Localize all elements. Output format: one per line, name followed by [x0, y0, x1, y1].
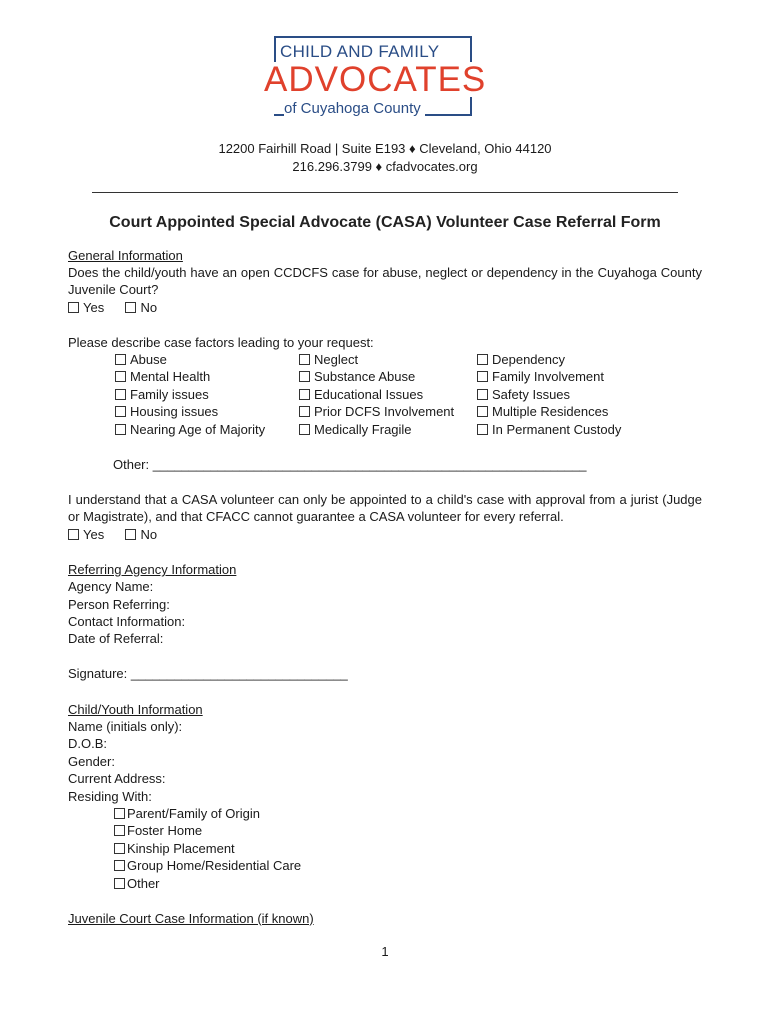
signature-field[interactable]: Signature: ______________________________	[68, 666, 348, 681]
factor-item[interactable]	[115, 386, 265, 403]
child-address-field[interactable]: Current Address:	[68, 771, 166, 786]
factor-label: Nearing Age of Majority	[130, 421, 266, 437]
factor-item[interactable]	[477, 386, 621, 403]
factor-item[interactable]	[299, 351, 454, 368]
understand-no-label: No	[140, 527, 158, 542]
checkbox[interactable]	[477, 389, 488, 400]
residing-option[interactable]	[114, 822, 301, 839]
contact-information-field[interactable]: Contact Information:	[68, 614, 186, 629]
residing-option-label: Kinship Placement	[127, 840, 235, 856]
organization-logo	[264, 36, 487, 122]
residing-option-label: Other	[127, 875, 160, 891]
checkbox[interactable]	[299, 406, 310, 417]
logo-line-1: CHILD AND FAMILY	[280, 42, 440, 61]
factors-column-1	[115, 351, 265, 438]
factor-item[interactable]	[477, 368, 621, 385]
factor-label: Housing issues	[130, 404, 219, 420]
general-no-label: No	[140, 300, 158, 315]
checkbox[interactable]	[115, 424, 126, 435]
residing-option-label: Foster Home	[127, 823, 203, 839]
court-heading: Juvenile Court Case Information (if known)	[68, 911, 314, 926]
checkbox[interactable]	[299, 371, 310, 382]
checkbox[interactable]	[477, 424, 488, 435]
child-gender-field[interactable]: Gender:	[68, 754, 115, 769]
child-name-field[interactable]: Name (initials only):	[68, 719, 183, 734]
residing-options	[114, 805, 301, 892]
factor-label: Family Involvement	[492, 369, 604, 385]
logo-line-2: ADVOCATES	[264, 62, 490, 97]
factor-item[interactable]	[477, 421, 621, 438]
checkbox[interactable]	[299, 424, 310, 435]
factor-item[interactable]	[299, 421, 454, 438]
understand-statement: I understand that a CASA volunteer can only be appointed to a child's case with approval from a jurist (Judge or Magistrate), and that CFACC cannot guarantee a CASA volunteer for every referral.	[68, 492, 702, 525]
page-number: 1	[381, 944, 389, 959]
logo-line-3: of Cuyahoga County	[284, 100, 425, 117]
checkbox[interactable]	[114, 808, 125, 819]
factor-label: Dependency	[492, 352, 565, 367]
residing-option-label: Group Home/Residential Care	[127, 858, 302, 874]
residing-option[interactable]	[114, 857, 301, 874]
factor-item[interactable]	[477, 351, 621, 368]
general-no-checkbox[interactable]	[125, 302, 136, 313]
header-divider	[92, 192, 678, 193]
checkbox[interactable]	[115, 354, 126, 365]
residing-option-label: Parent/Family of Origin	[127, 806, 260, 821]
checkbox[interactable]	[299, 389, 310, 400]
checkbox[interactable]	[299, 354, 310, 365]
date-of-referral-field[interactable]: Date of Referral:	[68, 631, 164, 646]
header-address: 12200 Fairhill Road | Suite E193 ♦ Cleveland, Ohio 44120	[218, 141, 552, 156]
factor-label: Abuse	[130, 352, 167, 367]
understand-yes-checkbox[interactable]	[68, 529, 79, 540]
checkbox[interactable]	[114, 843, 125, 854]
child-dob-field[interactable]: D.O.B:	[68, 736, 108, 751]
residing-option[interactable]	[114, 805, 301, 822]
factor-label: Substance Abuse	[314, 369, 416, 385]
factor-item[interactable]	[115, 421, 265, 438]
residing-option[interactable]	[114, 840, 301, 857]
general-yes-label: Yes	[83, 300, 105, 315]
factor-label: In Permanent Custody	[492, 421, 622, 437]
factor-label: Safety Issues	[492, 386, 571, 402]
factors-column-2	[299, 351, 454, 438]
checkbox[interactable]	[115, 406, 126, 417]
header-contact: 216.296.3799 ♦ cfadvocates.org	[292, 159, 478, 174]
factor-label: Prior DCFS Involvement	[314, 404, 455, 420]
understand-no-checkbox[interactable]	[125, 529, 136, 540]
agency-name-field[interactable]: Agency Name:	[68, 579, 154, 594]
person-referring-field[interactable]: Person Referring:	[68, 597, 170, 612]
residing-option[interactable]	[114, 875, 301, 892]
factor-item[interactable]	[115, 368, 265, 385]
factor-item[interactable]	[299, 403, 454, 420]
checkbox[interactable]	[477, 406, 488, 417]
checkbox[interactable]	[114, 825, 125, 836]
factor-label: Multiple Residences	[492, 404, 609, 420]
form-title: Court Appointed Special Advocate (CASA) Volunteer Case Referral Form	[109, 214, 661, 231]
factor-label: Neglect	[314, 352, 359, 367]
checkbox[interactable]	[477, 354, 488, 365]
general-answer-row	[68, 299, 157, 316]
factor-label: Family issues	[130, 386, 209, 402]
agency-heading: Referring Agency Information	[68, 562, 237, 577]
understand-answer-row	[68, 526, 157, 543]
factor-item[interactable]	[115, 351, 265, 368]
general-yes-checkbox[interactable]	[68, 302, 79, 313]
factor-item[interactable]	[477, 403, 621, 420]
factor-item[interactable]	[115, 403, 265, 420]
factors-column-3	[477, 351, 621, 438]
checkbox[interactable]	[114, 860, 125, 871]
general-question: Does the child/youth have an open CCDCFS case for abuse, neglect or dependency in the Cuyahoga County Juvenile Court?	[68, 265, 702, 298]
checkbox[interactable]	[115, 371, 126, 382]
factors-prompt: Please describe case factors leading to your request:	[68, 335, 374, 350]
checkbox[interactable]	[115, 389, 126, 400]
factor-label: Educational Issues	[314, 386, 424, 402]
factors-other-field[interactable]: Other: ____________________________________________________________	[113, 457, 587, 472]
factor-item[interactable]	[299, 386, 454, 403]
general-heading: General Information	[68, 248, 183, 263]
residing-with-label: Residing With:	[68, 789, 152, 804]
checkbox[interactable]	[477, 371, 488, 382]
checkbox[interactable]	[114, 878, 125, 889]
factor-item[interactable]	[299, 368, 454, 385]
factor-label: Medically Fragile	[314, 421, 412, 437]
understand-yes-label: Yes	[83, 527, 105, 542]
child-heading: Child/Youth Information	[68, 702, 203, 717]
factor-label: Mental Health	[130, 369, 211, 385]
